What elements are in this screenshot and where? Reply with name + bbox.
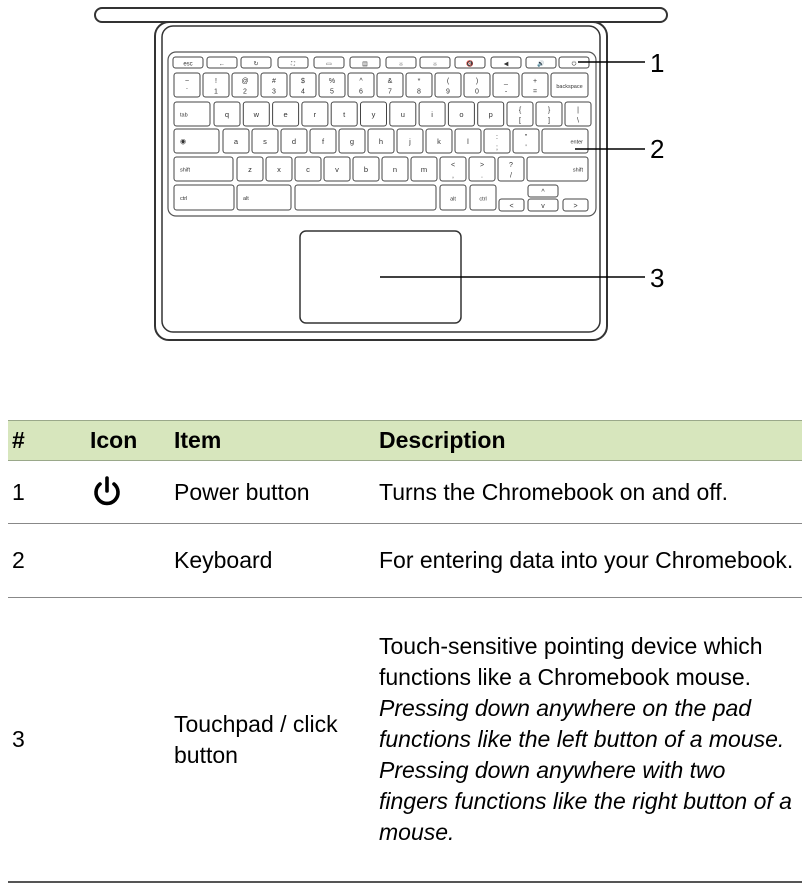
- svg-text:n: n: [392, 165, 398, 174]
- description-note-right-click: Pressing down anywhere with two fingers functions like the right button of a mouse.: [379, 757, 792, 845]
- svg-text:i: i: [431, 110, 433, 119]
- svg-text:`: `: [185, 88, 189, 96]
- svg-text:_: _: [504, 78, 508, 86]
- svg-text:backspace: backspace: [556, 84, 583, 90]
- svg-text:d: d: [291, 137, 297, 146]
- letter-key: [339, 129, 365, 153]
- chromebook-illustration: [0, 0, 802, 380]
- letter-key: [426, 129, 452, 153]
- letter-key: [223, 129, 249, 153]
- svg-text:j: j: [409, 137, 411, 146]
- svg-text:p: p: [488, 110, 493, 119]
- symbol-key: [513, 129, 539, 153]
- backspace-key: [551, 73, 588, 97]
- letter-key: [455, 129, 481, 153]
- search-key: [174, 129, 219, 153]
- ctrl-key-left: [174, 185, 234, 210]
- svg-text:f: f: [321, 137, 325, 146]
- arrow-left-key: [499, 199, 524, 211]
- row-icon: [86, 524, 170, 598]
- letter-key: [324, 157, 350, 181]
- row-description: [375, 461, 802, 524]
- svg-text:.: .: [481, 172, 483, 180]
- svg-text:b: b: [363, 165, 369, 174]
- symbol-key: [565, 102, 591, 126]
- svg-text:>: >: [479, 162, 485, 170]
- letter-key: [448, 102, 474, 126]
- number-key: [377, 73, 403, 97]
- svg-text:g: g: [349, 137, 355, 146]
- svg-text:*: *: [417, 78, 421, 86]
- svg-text:y: y: [371, 110, 376, 119]
- row-description: [375, 598, 802, 883]
- svg-text:r: r: [313, 110, 317, 119]
- svg-text:=: =: [532, 88, 538, 96]
- symbol-key: [507, 102, 533, 126]
- letter-key: [295, 157, 321, 181]
- function-key: [314, 57, 344, 68]
- svg-text:]: ]: [548, 117, 550, 125]
- header-description: Description: [375, 421, 802, 461]
- svg-text:v: v: [541, 203, 545, 210]
- function-key: [526, 57, 556, 68]
- arrow-down-key: [528, 199, 558, 211]
- svg-text:+: +: [532, 78, 538, 86]
- svg-text:{: {: [518, 107, 522, 115]
- svg-text:q: q: [224, 110, 230, 119]
- svg-text:m: m: [420, 165, 428, 174]
- svg-text:6: 6: [359, 88, 363, 96]
- power-icon: [90, 475, 124, 509]
- svg-text:esc: esc: [183, 61, 193, 68]
- svg-text:☼: ☼: [398, 61, 404, 68]
- letter-key: [368, 129, 394, 153]
- number-key: [261, 73, 287, 97]
- symbol-key: [498, 157, 524, 181]
- svg-text:?: ?: [509, 162, 513, 170]
- row-description: [375, 524, 802, 598]
- svg-text:|: |: [577, 107, 579, 115]
- svg-text:shift: shift: [572, 167, 583, 174]
- row-item: Touchpad / click button: [170, 598, 375, 883]
- svg-text:e: e: [283, 110, 288, 119]
- table-row: [8, 461, 802, 524]
- svg-text:5: 5: [330, 88, 334, 96]
- row-icon: [86, 461, 170, 524]
- svg-text:tab: tab: [180, 112, 188, 119]
- function-key: [491, 57, 521, 68]
- svg-text:▤: ▤: [362, 61, 368, 68]
- svg-text:l: l: [467, 137, 469, 146]
- svg-text:←: ←: [219, 61, 225, 68]
- svg-text:9: 9: [446, 88, 450, 96]
- row-num: 3: [8, 598, 86, 883]
- svg-text:!: !: [215, 78, 217, 86]
- svg-text:2: 2: [243, 88, 247, 96]
- component-table: [8, 420, 802, 883]
- description-note-left-click: Pressing down anywhere on the pad functions like the left button of a mouse.: [379, 695, 785, 752]
- letter-key: [281, 129, 307, 153]
- symbol-key: [440, 157, 466, 181]
- letter-key: [382, 157, 408, 181]
- number-key: [522, 73, 548, 97]
- svg-text:1: 1: [214, 88, 218, 96]
- number-key: [290, 73, 316, 97]
- letter-key: [243, 102, 269, 126]
- number-key: [203, 73, 229, 97]
- callout-1: 1: [650, 48, 665, 78]
- svg-text:>: >: [573, 203, 578, 210]
- tab-key: [174, 102, 210, 126]
- svg-text:;: ;: [496, 144, 498, 152]
- space-key: [295, 185, 436, 210]
- svg-text:[: [: [519, 117, 521, 125]
- svg-text:': ': [525, 144, 527, 152]
- letter-key: [478, 102, 504, 126]
- letter-key: [419, 102, 445, 126]
- row-icon: [86, 598, 170, 883]
- alt-key-left: [237, 185, 291, 210]
- table-header-row: [8, 421, 802, 461]
- table-row: [8, 524, 802, 598]
- svg-text:~: ~: [184, 78, 190, 86]
- function-key: [278, 57, 308, 68]
- svg-text:a: a: [233, 137, 239, 146]
- letter-key: [411, 157, 437, 181]
- number-key: [406, 73, 432, 97]
- arrow-right-key: [563, 199, 588, 211]
- svg-text:🔇: 🔇: [466, 61, 474, 68]
- function-key: [455, 57, 485, 68]
- number-key: [348, 73, 374, 97]
- description-text: Turns the Chromebook on and off.: [379, 478, 729, 505]
- number-key: [435, 73, 461, 97]
- svg-text:^: ^: [541, 189, 545, 196]
- svg-text:w: w: [253, 110, 260, 119]
- header-item: Item: [170, 421, 375, 461]
- symbol-key: [536, 102, 562, 126]
- svg-text:enter: enter: [570, 139, 583, 146]
- svg-text:}: }: [547, 107, 551, 115]
- svg-text:\: \: [577, 117, 579, 125]
- function-key: [350, 57, 380, 68]
- svg-text:7: 7: [388, 88, 392, 96]
- svg-text:▭: ▭: [326, 61, 332, 68]
- svg-text:shift: shift: [180, 167, 191, 174]
- letter-key: [266, 157, 292, 181]
- function-key: [420, 57, 450, 68]
- svg-text:c: c: [306, 165, 310, 174]
- svg-text:alt: alt: [450, 196, 456, 203]
- svg-text:0: 0: [475, 88, 479, 96]
- header-icon: Icon: [86, 421, 170, 461]
- svg-text:z: z: [248, 165, 252, 174]
- letter-key: [252, 129, 278, 153]
- letter-key: [397, 129, 423, 153]
- description-text: Touch-sensitive pointing device which functions like a Chromebook mouse.: [379, 633, 763, 690]
- svg-text:t: t: [343, 110, 346, 119]
- svg-text:-: -: [504, 88, 508, 96]
- svg-text:☼: ☼: [432, 61, 438, 68]
- svg-text:◀: ◀: [503, 61, 509, 68]
- svg-text:u: u: [400, 110, 405, 119]
- svg-text:v: v: [335, 165, 339, 174]
- svg-text:@: @: [241, 78, 249, 86]
- svg-text:◉: ◉: [180, 138, 187, 146]
- svg-text:#: #: [272, 78, 276, 86]
- letter-key: [214, 102, 240, 126]
- letter-key: [331, 102, 357, 126]
- svg-text:<: <: [509, 203, 514, 210]
- svg-text:<: <: [450, 162, 456, 170]
- svg-text:h: h: [378, 137, 384, 146]
- table-row: [8, 598, 802, 883]
- svg-text:&: &: [387, 78, 393, 86]
- arrow-up-key: [528, 185, 558, 197]
- function-key: [173, 57, 203, 68]
- letter-key: [237, 157, 263, 181]
- function-key: [241, 57, 271, 68]
- svg-text:%: %: [328, 78, 336, 86]
- svg-text:⏻: ⏻: [571, 61, 577, 68]
- svg-text:/: /: [510, 172, 512, 180]
- svg-text:8: 8: [417, 88, 421, 96]
- svg-text:,: ,: [452, 172, 454, 180]
- number-key: [232, 73, 258, 97]
- svg-text:⛶: ⛶: [290, 61, 296, 68]
- svg-text:3: 3: [272, 88, 276, 96]
- callout-3: 3: [650, 263, 665, 293]
- svg-text:^: ^: [359, 78, 363, 86]
- letter-key: [390, 102, 416, 126]
- svg-text:ctrl: ctrl: [479, 196, 487, 203]
- symbol-key: [469, 157, 495, 181]
- svg-text:alt: alt: [243, 196, 249, 202]
- svg-text::: :: [496, 134, 498, 142]
- svg-text:): ): [475, 78, 479, 86]
- svg-text:x: x: [277, 165, 281, 174]
- row-item: Power button: [170, 461, 375, 524]
- description-text: For entering data into your Chromebook.: [379, 547, 794, 573]
- svg-text:4: 4: [301, 88, 305, 96]
- number-key: [319, 73, 345, 97]
- svg-text:(: (: [446, 78, 450, 86]
- letter-key: [361, 102, 387, 126]
- laptop-lid-edge: [95, 8, 667, 22]
- callout-2: 2: [650, 134, 665, 164]
- symbol-key: [484, 129, 510, 153]
- alt-key-right: [440, 185, 466, 210]
- function-key: [386, 57, 416, 68]
- shift-key-right: [527, 157, 588, 181]
- svg-text:": ": [524, 134, 528, 142]
- svg-text:s: s: [263, 137, 267, 146]
- svg-text:↻: ↻: [253, 61, 259, 68]
- row-item: Keyboard: [170, 524, 375, 598]
- letter-key: [353, 157, 379, 181]
- number-key: [174, 73, 200, 97]
- svg-text:$: $: [301, 78, 305, 86]
- header-num: #: [8, 421, 86, 461]
- row-num: 2: [8, 524, 86, 598]
- number-key: [493, 73, 519, 97]
- svg-text:o: o: [459, 110, 464, 119]
- row-num: 1: [8, 461, 86, 524]
- ctrl-key-right: [470, 185, 496, 210]
- letter-key: [310, 129, 336, 153]
- shift-key-left: [174, 157, 233, 181]
- function-key: [207, 57, 237, 68]
- svg-text:k: k: [437, 137, 441, 146]
- number-key: [464, 73, 490, 97]
- svg-text:🔊: 🔊: [537, 61, 545, 68]
- letter-key: [273, 102, 299, 126]
- letter-key: [302, 102, 328, 126]
- svg-text:ctrl: ctrl: [180, 196, 188, 202]
